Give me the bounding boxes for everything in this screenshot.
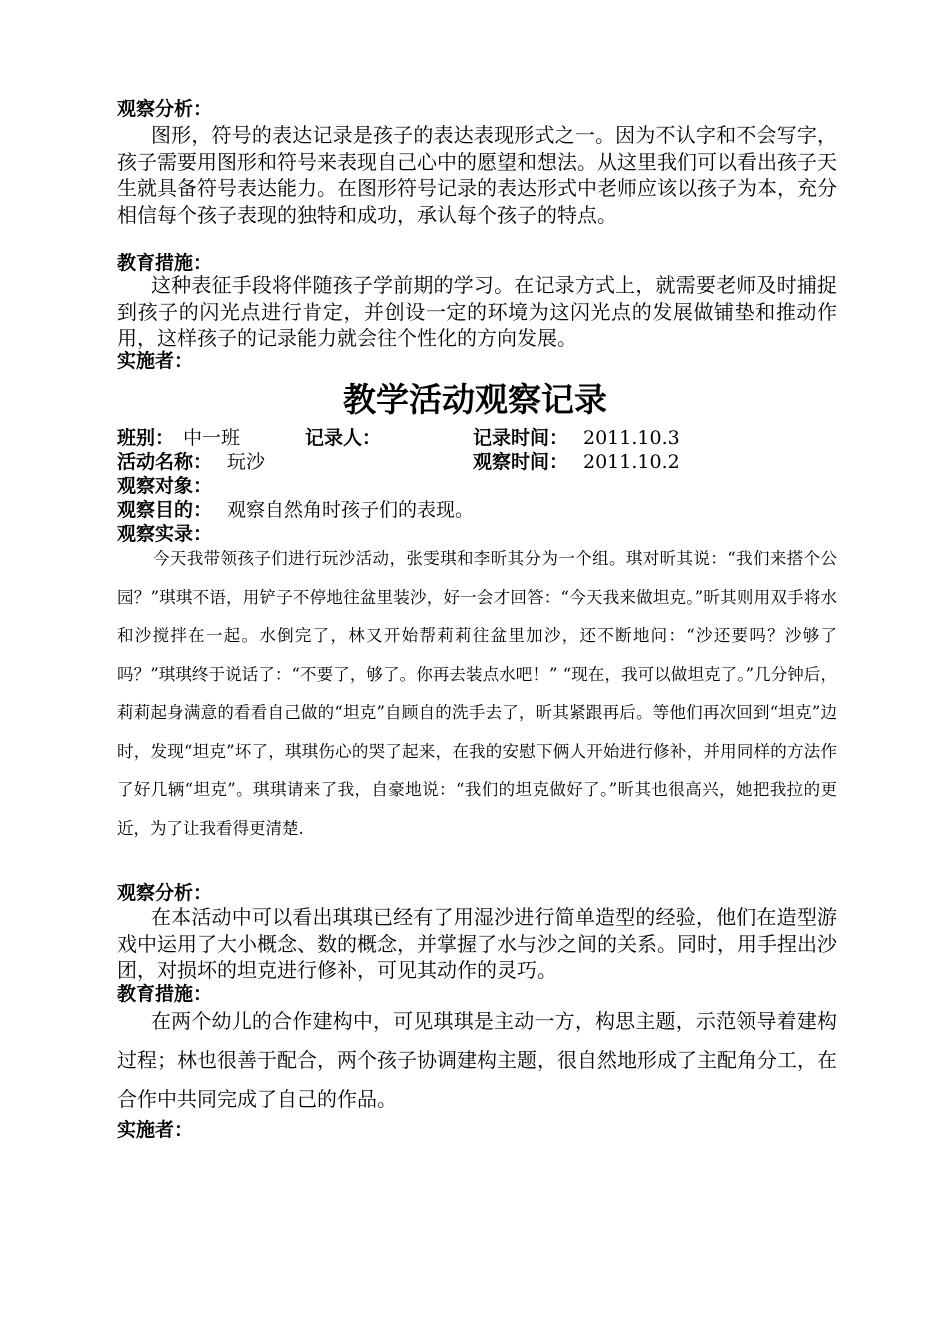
analysis-heading-1: 观察分析： — [117, 98, 213, 120]
activity-label: 活动名称： — [117, 451, 213, 473]
info-row-2 — [117, 450, 837, 474]
implementer-heading-2: 实施者： — [117, 1119, 194, 1141]
record-time-label: 记录时间： — [473, 427, 569, 449]
measures-heading-1: 教育措施： — [117, 252, 213, 274]
activity-value: 玩沙 — [227, 451, 266, 473]
info-row-3 — [117, 474, 837, 498]
purpose-label: 观察目的： — [117, 499, 213, 521]
observe-time-label: 观察时间： — [473, 451, 569, 473]
observe-time-value: 2011.10.2 — [583, 451, 680, 473]
object-label: 观察对象： — [117, 475, 213, 497]
facts-text: 今天我带领孩子们进行玩沙活动，张雯琪和李昕其分为一个组。琪对昕其说：“我们来搭个公园？”琪琪不语，用铲子不停地往盆里装沙，好一会才回答：“今天我来做坦克。”昕其则用双手将水和沙搅拌在一起。水倒完了，林又开始帮莉莉往盆里加沙，还不断地问：“沙还要吗？沙够了吗？”琪琪终于说话了：“不要了，够了。你再去装点水吧！” “现在，我可以做坦克了。”几分钟后，莉莉起身满意的看看自己做的“坦克”自顾自的洗手去了，昕其紧跟再后。等他们再次回到“坦克”边时，发现“坦克”坏了，琪琪伤心的哭了起来，在我的安慰下俩人开始进行修补，并用同样的方法作了好几辆“坦克”。琪琪请来了我，自豪地说：“我们的坦克做好了。”昕其也很高兴，她把我拉的更近，为了让我看得更清楚. — [117, 549, 837, 838]
analysis-heading-2: 观察分析： — [117, 882, 213, 904]
measures-heading-2: 教育措施： — [117, 983, 213, 1005]
class-value: 中一班 — [183, 427, 241, 449]
info-row-1 — [117, 426, 837, 450]
analysis-text-1: 图形，符号的表达记录是孩子的表达表现形式之一。因为不认字和不会写字，孩子需要用图形和符号来表现自己心中的愿望和想法。从这里我们可以看出孩子天生就具备符号表达能力。在图形符号记录的表达形式中老师应该以孩子为本，充分相信每个孩子表现的独特和成功，承认每个孩子的特点。 — [117, 123, 837, 227]
purpose-value: 观察自然角时孩子们的表现。 — [227, 499, 475, 521]
record-time-value: 2011.10.3 — [583, 427, 680, 449]
analysis-text-2: 在本活动中可以看出琪琪已经有了用湿沙进行简单造型的经验，他们在造型游戏中运用了大小概念、数的概念，并掌握了水与沙之间的关系。同时，用手捏出沙团，对损坏的坦克进行修补，可见其动作的灵巧。 — [117, 905, 837, 982]
measures-text-2: 在两个幼儿的合作建构中，可见琪琪是主动一方，构思主题，示范领导着建构过程；林也很善于配合，两个孩子协调建构主题，很自然地形成了主配角分工，在合作中共同完成了自己的作品。 — [117, 1009, 837, 1111]
info-row-4 — [117, 498, 837, 522]
record-title: 教学活动观察记录 — [343, 380, 607, 419]
measures-text-1: 这种表征手段将伴随孩子学前期的学习。在记录方式上，就需要老师及时捕捉到孩子的闪光点进行肯定，并创设一定的环境为这闪光点的发展做铺垫和推动作用，这样孩子的记录能力就会往个性化的方向发展。 — [117, 273, 837, 350]
implementer-heading-1: 实施者： — [117, 350, 194, 372]
class-label: 班别： — [117, 427, 175, 449]
recorder-label: 记录人： — [305, 427, 382, 449]
facts-heading: 观察实录： — [117, 523, 213, 545]
